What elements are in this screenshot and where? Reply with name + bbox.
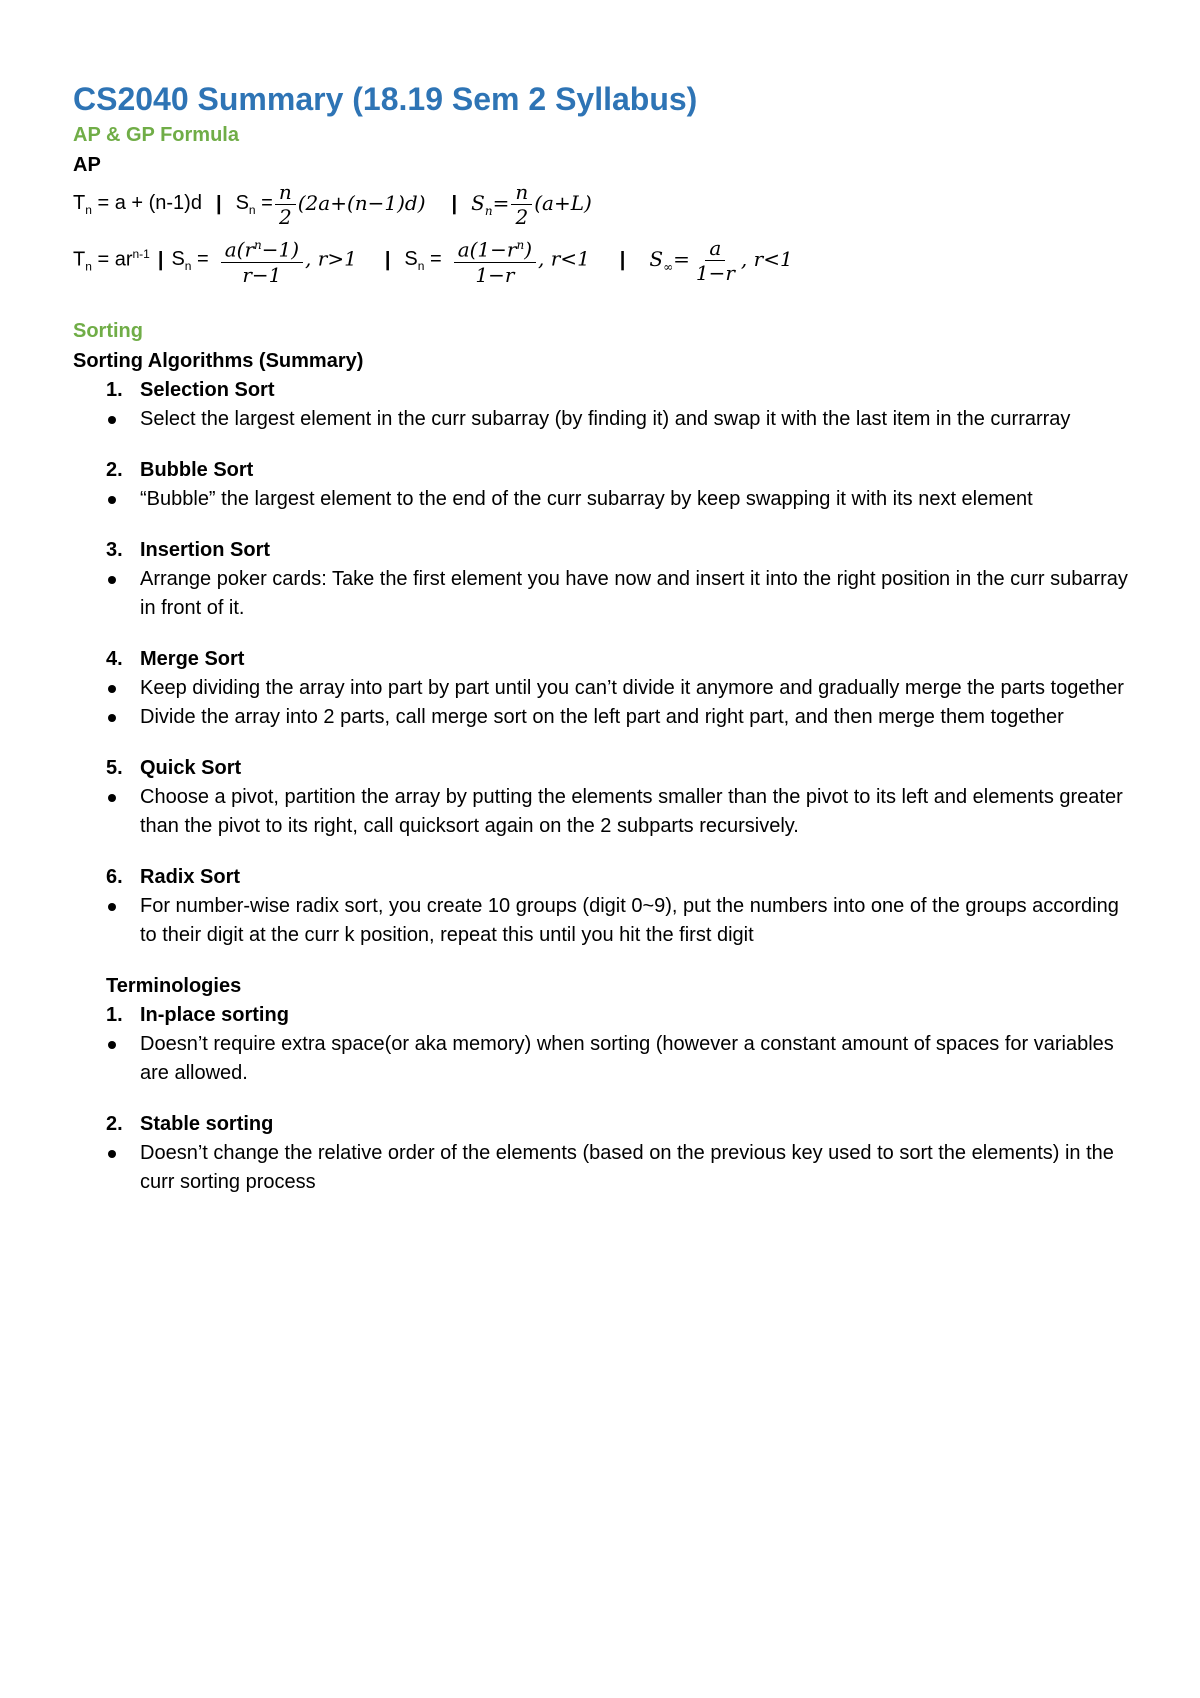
algorithm-title: [106, 376, 1133, 405]
bullet-dot-icon: [106, 565, 140, 623]
bullet-item: [106, 1030, 1133, 1088]
gp-sum-formula-1: $\frac{a(r^n-1)}{r-1}$ , r>1: [219, 233, 357, 287]
terminology-title: [106, 1110, 1133, 1139]
algorithm-name: Quick Sort: [140, 757, 242, 779]
separator: |: [619, 248, 626, 271]
list-number: 2.: [106, 1113, 123, 1135]
list-number: 3.: [106, 539, 123, 561]
bullet-item: [106, 565, 1133, 623]
list-number: 2.: [106, 459, 123, 481]
list-number: 5.: [106, 757, 123, 779]
separator: |: [384, 248, 391, 271]
bullet-item: [106, 674, 1133, 703]
ap-sn-label: $S_n$ =: [235, 191, 273, 217]
algorithm-name: Bubble Sort: [140, 459, 254, 481]
bullet-text: Doesn’t change the relative order of the elements (based on the previous key used to sort the elements) in the curr sorting process: [140, 1142, 1114, 1193]
algorithm-name: Merge Sort: [140, 648, 245, 670]
bullet-dot-icon: [106, 485, 140, 514]
bullet-item: [106, 703, 1133, 732]
ap-tn: $T_n = a + (n-1)d$: [73, 191, 202, 217]
gp-sum-formula-2: $\frac{a(1-r^n)}{1-r}$ , r<1: [452, 233, 590, 287]
ap-label: AP: [73, 154, 101, 176]
bullet-dot-icon: [106, 703, 140, 732]
bullet-text: “Bubble” the largest element to the end of the curr subarray by keep swapping it with its next element: [140, 488, 1033, 510]
terminology-name: In-place sorting: [140, 1004, 289, 1026]
separator: |: [157, 248, 164, 271]
algorithm-title: [106, 456, 1133, 485]
bullet-text: Keep dividing the array into part by part until you can’t divide it anymore and gradually merge the parts together: [140, 677, 1124, 699]
bullet-text: Select the largest element in the curr subarray (by finding it) and swap it with the last item in the currarray: [140, 408, 1071, 430]
bullet-dot-icon: [106, 1030, 140, 1088]
bullet-text: Arrange poker cards: Take the first element you have now and insert it into the right position in the curr subarray in front of it.: [140, 568, 1128, 619]
gp-formula-row: [73, 228, 1133, 292]
terminologies-heading: Terminologies: [106, 975, 242, 997]
terminology-title: [106, 1001, 1133, 1030]
bullet-item: [106, 783, 1133, 841]
bullet-text: Choose a pivot, partition the array by putting the elements smaller than the pivot to its left and elements greater than the pivot to its right, call quicksort again on the 2 subparts recursively.: [140, 786, 1123, 837]
list-number: 6.: [106, 866, 123, 888]
bullet-dot-icon: [106, 1139, 140, 1197]
bullet-item: [106, 892, 1133, 950]
separator: |: [215, 192, 222, 215]
bullet-text: Divide the array into 2 parts, call merge sort on the left part and right part, and then merge them together: [140, 706, 1064, 728]
gp-sn2-label: $S_n$ =: [404, 247, 442, 273]
page-title: CS2040 Summary (18.19 Sem 2 Syllabus): [73, 81, 698, 117]
terminology-name: Stable sorting: [140, 1113, 274, 1135]
algorithm-item: [73, 863, 1133, 972]
document-page: [73, 80, 1133, 1219]
list-number: 1.: [106, 1004, 123, 1026]
bullet-item: [106, 405, 1133, 434]
gp-tn: $T_n = ar^{n-1}$: [73, 246, 150, 274]
algorithm-title: [106, 863, 1133, 892]
algorithm-name: Radix Sort: [140, 866, 241, 888]
algorithm-name: Insertion Sort: [140, 539, 271, 561]
list-number: 4.: [106, 648, 123, 670]
terminology-item: [73, 1001, 1133, 1110]
sorting-algorithms-list: [73, 376, 1133, 972]
algorithm-title: [106, 536, 1133, 565]
sorting-heading: Sorting: [73, 320, 143, 342]
algorithm-title: [106, 645, 1133, 674]
bullet-dot-icon: [106, 892, 140, 950]
sorting-subheading: Sorting Algorithms (Summary): [73, 350, 364, 372]
terminologies-list: [73, 1001, 1133, 1219]
ap-sum-formula-2: $S_n=$ $\frac{n}{2}$ (a+L): [471, 179, 592, 229]
algorithm-item: [73, 645, 1133, 754]
ap-gp-heading: AP & GP Formula: [73, 124, 239, 146]
algorithm-title: [106, 754, 1133, 783]
algorithm-name: Selection Sort: [140, 379, 275, 401]
list-number: 1.: [106, 379, 123, 401]
bullet-dot-icon: [106, 783, 140, 841]
terminology-item: [73, 1110, 1133, 1219]
gp-sn1-label: $S_n$ =: [171, 247, 209, 273]
algorithm-item: [73, 536, 1133, 645]
bullet-text: Doesn’t require extra space(or aka memory) when sorting (however a constant amount of spaces for variables are allowed.: [140, 1033, 1114, 1084]
algorithm-item: [73, 376, 1133, 456]
bullet-item: [106, 1139, 1133, 1197]
bullet-dot-icon: [106, 674, 140, 703]
bullet-dot-icon: [106, 405, 140, 434]
bullet-text: For number-wise radix sort, you create 10 groups (digit 0~9), put the numbers into one of the groups according to their digit at the curr k position, repeat this until you hit the first digit: [140, 895, 1119, 946]
algorithm-item: [73, 754, 1133, 863]
ap-sum-formula-1: $\frac{n}{2}$ (2a+(n−1)d): [273, 180, 426, 229]
gp-infinite-sum-formula: $S_\infty=$ $\frac{a}{1-r}$ , r<1: [649, 235, 793, 285]
bullet-item: [106, 485, 1133, 514]
ap-formula-row: [73, 180, 1133, 228]
separator: |: [451, 192, 458, 215]
algorithm-item: [73, 456, 1133, 536]
